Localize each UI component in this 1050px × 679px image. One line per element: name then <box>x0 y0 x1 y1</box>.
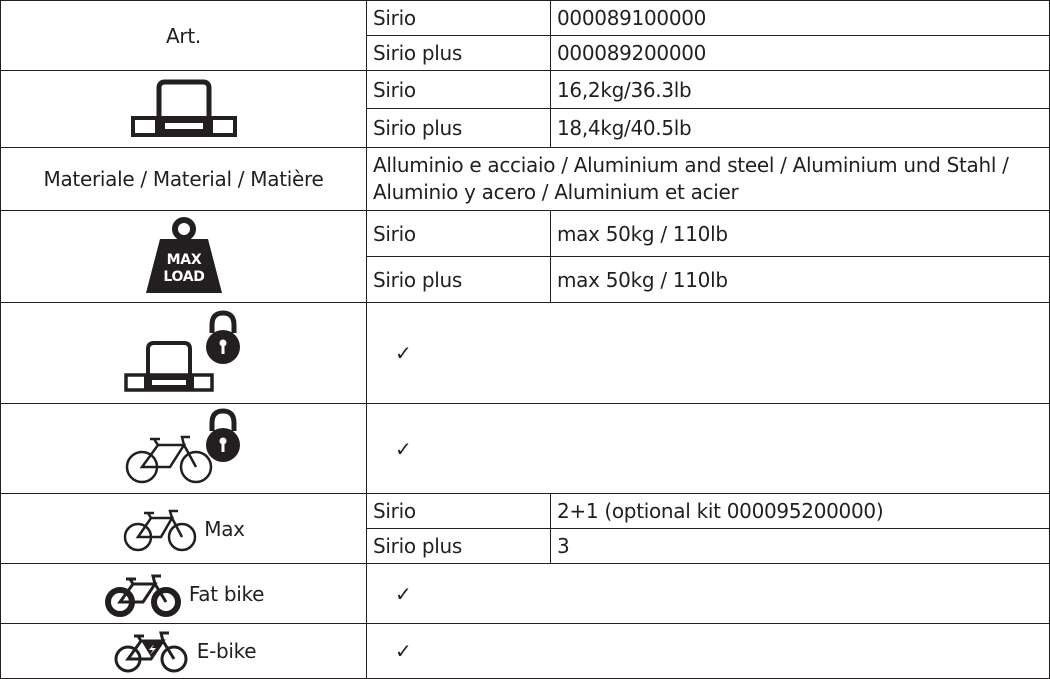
model-cell: Sirio plus <box>367 36 551 71</box>
table-row <box>1 494 1050 529</box>
material-label: Materiale / Material / Matière <box>1 148 367 211</box>
value-cell: 18,4kg/40.5lb <box>551 109 1050 148</box>
fat-bike-icon <box>103 570 183 618</box>
table-row <box>1 303 1050 404</box>
value-cell: max 50kg / 110lb <box>551 257 1050 303</box>
e-bike-value <box>367 624 1050 679</box>
model-cell: Sirio plus <box>367 529 551 564</box>
max-load-icon-cell <box>1 211 367 303</box>
value-cell: 16,2kg/36.3lb <box>551 71 1050 109</box>
model-cell: Sirio <box>367 494 551 529</box>
max-load-text-line1: MAX <box>166 251 201 268</box>
bike-lock-value <box>367 404 1050 494</box>
check-icon: ✓ <box>395 436 412 461</box>
check-icon: ✓ <box>395 581 412 606</box>
e-bike-label: E-bike <box>196 639 257 663</box>
model-cell: Sirio <box>367 71 551 109</box>
table-row <box>1 404 1050 494</box>
value-cell: 000089100000 <box>551 1 1050 36</box>
table-row <box>1 624 1050 679</box>
carrier-lock-icon <box>122 309 246 397</box>
max-bikes-cell <box>1 494 367 564</box>
value-cell: 3 <box>551 529 1050 564</box>
check-icon: ✓ <box>395 639 412 663</box>
e-bike-icon <box>111 627 191 675</box>
value-cell: max 50kg / 110lb <box>551 211 1050 257</box>
fat-bike-cell <box>1 564 367 624</box>
e-bike-cell <box>1 624 367 679</box>
art-label: Art. <box>1 1 367 71</box>
model-cell: Sirio <box>367 211 551 257</box>
max-bikes-label: Max <box>204 516 245 541</box>
bike-icon <box>122 505 198 553</box>
carrier-lock-value <box>367 303 1050 404</box>
carrier-icon <box>129 78 239 140</box>
carrier-lock-icon-cell <box>1 303 367 404</box>
table-row <box>1 211 1050 257</box>
check-icon: ✓ <box>395 341 412 365</box>
model-cell: Sirio plus <box>367 257 551 303</box>
model-cell: Sirio <box>367 1 551 36</box>
table-row <box>1 564 1050 624</box>
weight-icon-cell <box>1 71 367 148</box>
fat-bike-label: Fat bike <box>188 581 265 606</box>
model-cell: Sirio plus <box>367 109 551 148</box>
value-cell: 2+1 (optional kit 000095200000) <box>551 494 1050 529</box>
table-row <box>1 148 1050 211</box>
max-load-weight-icon <box>142 217 226 297</box>
table-row <box>1 71 1050 109</box>
value-cell: 000089200000 <box>551 36 1050 71</box>
table-row <box>1 1 1050 36</box>
bike-lock-icon <box>122 407 246 491</box>
fat-bike-value <box>367 564 1050 624</box>
material-value: Alluminio e acciaio / Aluminium and steel / Aluminium und Stahl / Aluminio y acero / Aluminium et acier <box>367 148 1050 211</box>
max-load-text-line2: LOAD <box>162 268 205 285</box>
bike-lock-icon-cell <box>1 404 367 494</box>
